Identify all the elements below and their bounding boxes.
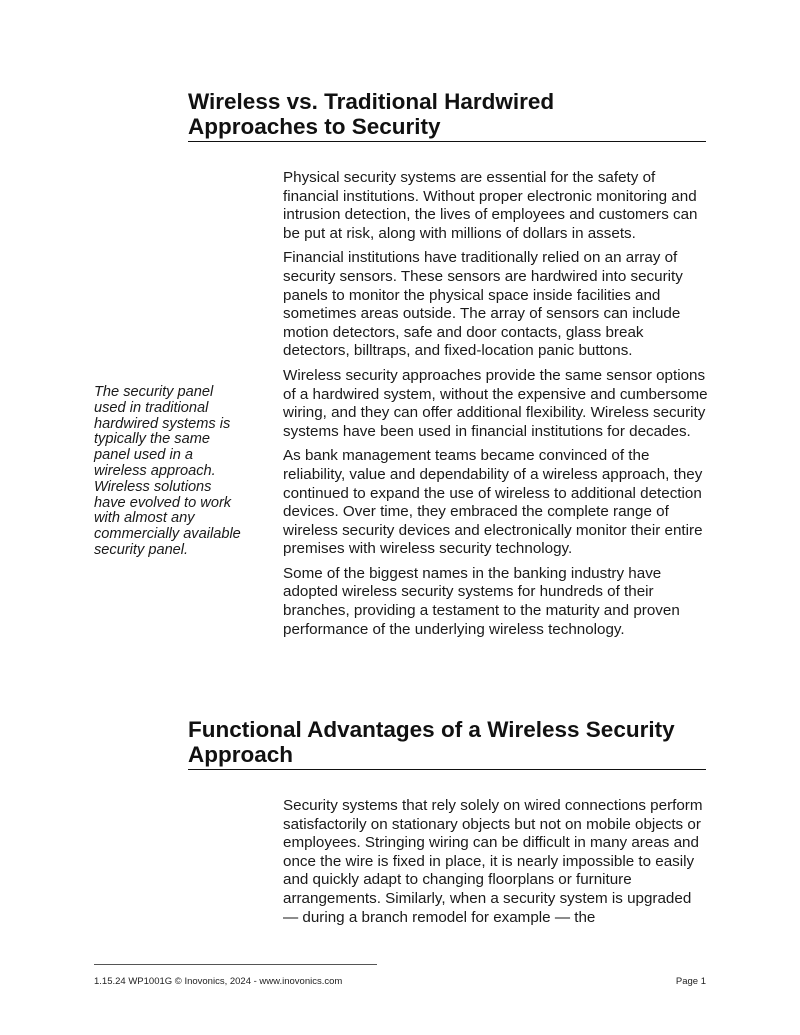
paragraph: As bank management teams became convinced of the reliability, value and dependability of a wireless approach, they continued to expand the use of wireless to additional detection devices. Over time, they embraced the complete range of wireless security devices and electronically monitor their entire premises with wireless security technology.	[283, 447, 703, 558]
paragraph: Financial institutions have traditionally relied on an array of security sensors. These sensors are hardwired into security panels to monitor the physical space inside facilities and sometimes areas outside. The array of sensors can include motion detectors, safe and door contacts, glass break detectors, billtraps, and fixed-location panic buttons.	[283, 249, 683, 360]
heading-line-2: Approaches to Security	[188, 114, 441, 139]
page-number: Page 1	[675, 976, 706, 987]
heading-line-1: Wireless vs. Traditional Hardwired	[188, 89, 555, 114]
heading-line-2: Approach	[188, 742, 294, 767]
margin-sidenote: The security panel used in traditional hardwired systems is typically the same panel used in a wireless approach. Wireless solutions have evolved to work with almost any commercially available security panel.	[94, 384, 241, 558]
section1-body	[283, 169, 708, 645]
section-heading-wireless-vs-hardwired	[188, 89, 706, 142]
heading-line-1: Functional Advantages of a Wireless Security	[188, 717, 675, 742]
paragraph: Wireless security approaches provide the same sensor options of a hardwired system, without the expensive and cumbersome wiring, and they can offer additional flexibility. Wireless security systems have been used in financial institutions for decades.	[283, 366, 708, 440]
section-heading-functional-advantages	[188, 717, 706, 770]
footer-copyright: 1.15.24 WP1001G © Inovonics, 2024 - www.inovonics.com	[94, 976, 343, 987]
paragraph: Some of the biggest names in the banking industry have adopted wireless security systems for hundreds of their branches, providing a testament to the maturity and proven performance of the underlying wireless technology.	[283, 564, 680, 638]
paragraph: Physical security systems are essential for the safety of financial institutions. Without proper electronic monitoring and intrusion detection, the lives of employees and customers can be put at risk, along with millions of dollars in assets.	[283, 169, 698, 242]
section2-body	[283, 797, 708, 933]
footer-divider	[94, 964, 377, 965]
paragraph: Security systems that rely solely on wired connections perform satisfactorily on stationary objects but not on mobile objects or employees. Stringing wiring can be difficult in many areas and once the wire is fixed in place, it is nearly impossible to easily and quickly adapt to changing floorplans or furniture arrangements. Similarly, when a security system is upgraded — during a branch remodel for example — the	[283, 797, 703, 926]
